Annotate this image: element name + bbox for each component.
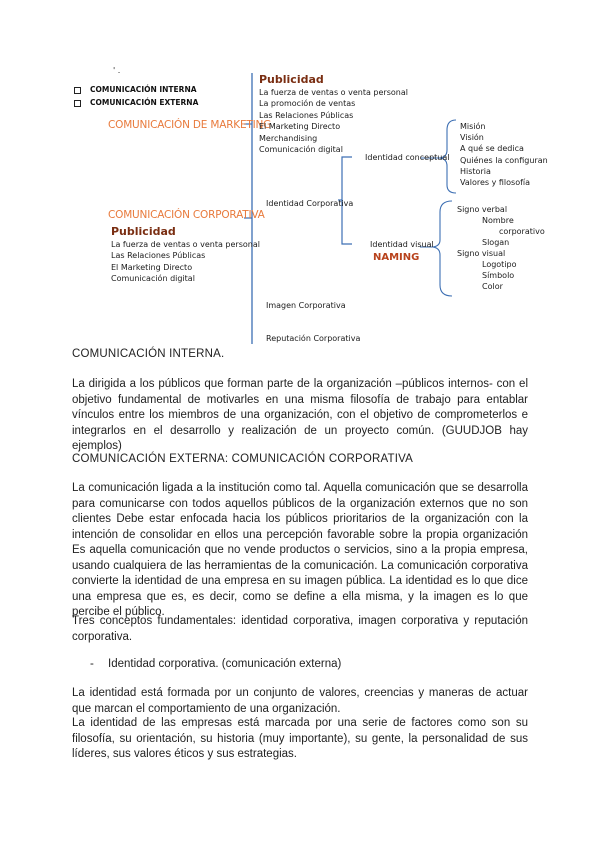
list-item: Las Relaciones Públicas — [111, 251, 206, 261]
paragraph-externa: La comunicación ligada a la institución como tal. Aquella comunicación que se desarrolla para comunicarse con todos aquellos públicos de la organización externos que no son clientes Debe estar enfocada hacia los públicos prioritarios de la organización con la intención de consolidar en ellos una percepción favorable sobre la propia organización Es aquella comunicación que no vende productos o servicios, sino a la propia empresa, usando cualquiera de las herramientas de la comunicación. La comunicación corporativa convierte la identidad de una empresa en su imagen pública. La identidad es lo que dice una empresa que es, es decir, como se define a ella misma, y la imagen es lo que percibe el público. — [72, 482, 528, 618]
list-dash: - — [90, 658, 94, 670]
naming-label: NAMING — [373, 252, 420, 263]
checkbox-icon — [74, 100, 81, 107]
paragraph-interna: La dirigida a los públicos que forman parte de la organización –públicos internos- con el objetivo fundamental de motivarles en una misma filosofía de trabajo para entablar vínculos entre los miembros de una organización, con el objetivo de comprometerlos e integrarlos en el desarrollo y realización de un proyecto común. (GUUDJOB hay ejemplos) — [72, 378, 528, 452]
publicidad-top-title: Publicidad — [259, 73, 324, 86]
publicidad-left-title: Publicidad — [111, 225, 176, 238]
paragraph-identidad-2: La identidad de las empresas está marcada por una serie de factores como son su filosofía, su orientación, su historia (muy importante), su gente, la personalidad de sus líderes, sus valores éticos y sus estrategias. — [72, 717, 528, 760]
signo-verbal: Signo verbal — [457, 205, 508, 214]
list-item: Las Relaciones Públicas — [259, 110, 354, 120]
paragraph-tres-conceptos: Tres conceptos fundamentales: identidad corporativa, imagen corporativa y reputación corporativa. — [72, 615, 528, 643]
list-item: Merchandising — [259, 133, 318, 143]
conceptual-list — [460, 121, 548, 188]
list-item: Comunicación digital — [259, 145, 343, 155]
list-item: Comunicación digital — [111, 274, 195, 284]
bullet-label: COMUNICACIÓN INTERNA — [90, 85, 197, 94]
slogan: Slogan — [482, 238, 510, 247]
publicidad-top-list — [259, 87, 408, 155]
bullet-interna — [74, 85, 197, 94]
signo-visual: Signo visual — [457, 249, 506, 258]
marketing-label: COMUNICACIÓN DE MARKETING — [108, 119, 272, 131]
list-item: Historia — [460, 166, 491, 176]
list-item: La promoción de ventas — [259, 99, 356, 109]
list-item: La fuerza de ventas o venta personal — [111, 240, 260, 249]
identidad-visual-label: Identidad visual — [370, 240, 434, 249]
list-item: Misión — [460, 122, 486, 131]
simbolo: Símbolo — [482, 271, 515, 280]
list-item-identidad: Identidad corporativa. (comunicación externa) — [108, 658, 342, 670]
list-item: Valores y filosofía — [460, 178, 531, 188]
list-item: Visión — [460, 133, 484, 143]
top-marks: ' . — [113, 66, 121, 75]
color: Color — [482, 282, 503, 291]
paragraph-identidad-1: La identidad está formada por un conjunto de valores, creencias y maneras de actuar que marcan el comportamiento de una organización. — [72, 687, 528, 715]
list-item: La fuerza de ventas o venta personal — [259, 88, 408, 97]
visual-brace — [433, 201, 452, 296]
list-item: El Marketing Directo — [111, 262, 193, 272]
heading-comunicacion-interna: COMUNICACIÓN INTERNA. — [72, 348, 225, 360]
identidad-corporativa-label: Identidad Corporativa — [266, 199, 354, 208]
list-item: El Marketing Directo — [259, 122, 341, 132]
heading-comunicacion-externa: COMUNICACIÓN EXTERNA: COMUNICACIÓN CORPORATIVA — [72, 453, 414, 465]
bullet-label: COMUNICACIÓN EXTERNA — [90, 98, 199, 107]
logotipo: Logotipo — [482, 260, 517, 269]
list-item: A qué se dedica — [460, 144, 524, 154]
identidad-conceptual-label: Identidad conceptual — [365, 153, 450, 162]
corporativo: corporativo — [499, 227, 545, 236]
bullet-externa — [74, 98, 198, 107]
publicidad-left-list — [111, 239, 260, 285]
corporativa-label: COMUNICACIÓN CORPORATIVA — [108, 209, 265, 221]
imagen-corporativa-label: Imagen Corporativa — [266, 301, 346, 310]
nombre: Nombre — [482, 216, 514, 225]
reputacion-corporativa-label: Reputación Corporativa — [266, 334, 361, 343]
checkbox-icon — [74, 87, 81, 94]
list-item: Quiénes la configuran — [460, 155, 548, 165]
